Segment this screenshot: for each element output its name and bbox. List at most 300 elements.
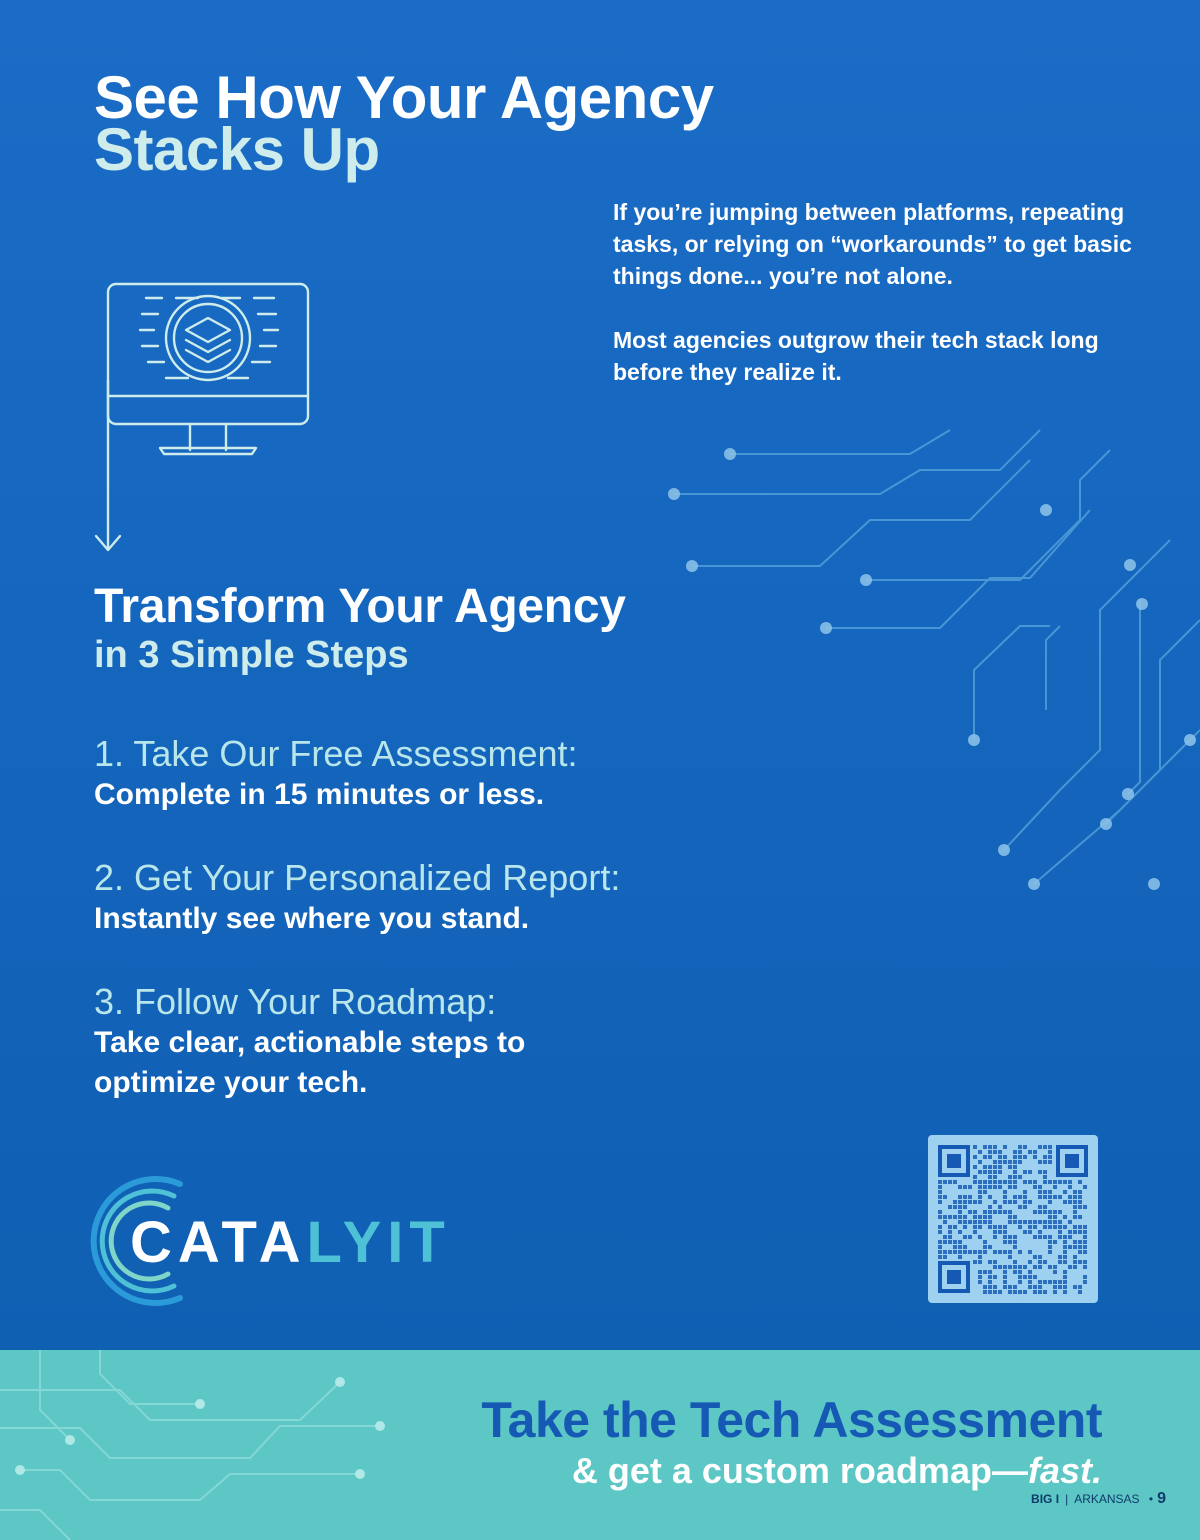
qr-module	[998, 1205, 1002, 1209]
qr-module	[1058, 1255, 1062, 1259]
step-description: Instantly see where you stand.	[94, 902, 530, 935]
step-title: 3. Follow Your Roadmap:	[94, 981, 497, 1022]
qr-module	[1078, 1250, 1082, 1254]
qr-module	[1038, 1260, 1042, 1264]
qr-module	[983, 1180, 987, 1184]
qr-module	[1048, 1225, 1052, 1229]
step-item	[94, 733, 754, 815]
qr-module	[1003, 1210, 1007, 1214]
qr-module	[1063, 1235, 1067, 1239]
qr-module	[1063, 1245, 1067, 1249]
qr-module	[1073, 1230, 1077, 1234]
qr-module	[973, 1215, 977, 1219]
qr-module	[1033, 1265, 1037, 1269]
qr-module	[1013, 1240, 1017, 1244]
qr-module	[1028, 1250, 1032, 1254]
qr-module	[1013, 1260, 1017, 1264]
qr-module	[978, 1280, 982, 1284]
qr-module	[968, 1250, 972, 1254]
qr-module	[1018, 1275, 1022, 1279]
qr-module	[988, 1170, 992, 1174]
qr-module	[993, 1175, 997, 1179]
qr-module	[1003, 1240, 1007, 1244]
qr-module	[1023, 1275, 1027, 1279]
qr-module	[1048, 1155, 1052, 1159]
qr-module	[1023, 1195, 1027, 1199]
qr-module	[1038, 1195, 1042, 1199]
qr-module	[1043, 1175, 1047, 1179]
folio-bullet: •	[1148, 1492, 1154, 1506]
qr-module	[1043, 1180, 1047, 1184]
qr-module	[998, 1170, 1002, 1174]
qr-module	[1063, 1225, 1067, 1229]
qr-module	[1038, 1220, 1042, 1224]
qr-module	[1063, 1260, 1067, 1264]
qr-module	[978, 1220, 982, 1224]
qr-module	[1048, 1240, 1052, 1244]
qr-module	[1063, 1215, 1067, 1219]
qr-module	[1058, 1180, 1062, 1184]
qr-module	[968, 1235, 972, 1239]
qr-module	[1083, 1250, 1087, 1254]
qr-module	[1033, 1255, 1037, 1259]
qr-module	[1038, 1280, 1042, 1284]
qr-module	[993, 1160, 997, 1164]
qr-module	[1053, 1280, 1057, 1284]
qr-module	[1008, 1215, 1012, 1219]
qr-module	[1018, 1145, 1022, 1149]
qr-module	[1013, 1220, 1017, 1224]
qr-module	[988, 1280, 992, 1284]
qr-module	[1028, 1180, 1032, 1184]
qr-module	[963, 1195, 967, 1199]
qr-module	[988, 1215, 992, 1219]
qr-module	[1013, 1195, 1017, 1199]
qr-module	[963, 1215, 967, 1219]
qr-module	[1038, 1170, 1042, 1174]
qr-module	[1078, 1215, 1082, 1219]
qr-module	[1043, 1280, 1047, 1284]
qr-module	[958, 1240, 962, 1244]
qr-module	[1058, 1285, 1062, 1289]
qr-module	[983, 1290, 987, 1294]
qr-module	[958, 1205, 962, 1209]
qr-module	[1028, 1225, 1032, 1229]
qr-module	[1013, 1185, 1017, 1189]
qr-module	[1058, 1280, 1062, 1284]
qr-module	[1008, 1250, 1012, 1254]
qr-module	[1043, 1225, 1047, 1229]
qr-module	[1033, 1285, 1037, 1289]
qr-module	[983, 1165, 987, 1169]
qr-module	[993, 1185, 997, 1189]
qr-module	[1048, 1160, 1052, 1164]
qr-module	[1048, 1265, 1052, 1269]
qr-module	[1078, 1260, 1082, 1264]
qr-module	[983, 1285, 987, 1289]
qr-module	[1043, 1160, 1047, 1164]
publication-name: BIG I	[1031, 1492, 1060, 1506]
qr-module	[1018, 1225, 1022, 1229]
qr-module	[1018, 1160, 1022, 1164]
qr-module	[1023, 1205, 1027, 1209]
qr-module	[1073, 1255, 1077, 1259]
qr-module	[953, 1245, 957, 1249]
qr-module	[988, 1270, 992, 1274]
qr-module	[1033, 1185, 1037, 1189]
qr-module	[1048, 1145, 1052, 1149]
qr-module	[1053, 1195, 1057, 1199]
qr-module	[953, 1250, 957, 1254]
qr-module	[958, 1215, 962, 1219]
qr-module	[973, 1175, 977, 1179]
qr-module	[963, 1235, 967, 1239]
qr-module	[1083, 1225, 1087, 1229]
qr-module	[983, 1215, 987, 1219]
qr-module	[1003, 1270, 1007, 1274]
qr-module	[973, 1260, 977, 1264]
qr-module	[983, 1220, 987, 1224]
qr-module	[1058, 1225, 1062, 1229]
intro-text	[613, 196, 1153, 388]
page-title	[94, 64, 714, 183]
qr-module	[973, 1165, 977, 1169]
qr-module	[1028, 1170, 1032, 1174]
qr-module	[1028, 1150, 1032, 1154]
qr-module	[1048, 1150, 1052, 1154]
qr-module	[1078, 1180, 1082, 1184]
qr-module	[1003, 1265, 1007, 1269]
qr-module	[938, 1225, 942, 1229]
qr-module	[1078, 1200, 1082, 1204]
qr-module	[1053, 1290, 1057, 1294]
qr-module	[988, 1150, 992, 1154]
qr-module	[1063, 1240, 1067, 1244]
qr-module	[1023, 1230, 1027, 1234]
qr-module	[953, 1215, 957, 1219]
qr-module	[943, 1180, 947, 1184]
qr-module	[1038, 1210, 1042, 1214]
qr-module	[1028, 1220, 1032, 1224]
qr-module	[988, 1180, 992, 1184]
qr-module	[983, 1270, 987, 1274]
qr-module	[938, 1250, 942, 1254]
qr-module	[1028, 1200, 1032, 1204]
qr-module	[1078, 1190, 1082, 1194]
qr-module	[1048, 1210, 1052, 1214]
qr-module	[983, 1170, 987, 1174]
qr-module	[1073, 1285, 1077, 1289]
qr-module	[1018, 1195, 1022, 1199]
qr-module	[968, 1185, 972, 1189]
qr-module	[948, 1215, 952, 1219]
qr-module	[1068, 1195, 1072, 1199]
qr-module	[993, 1225, 997, 1229]
qr-module	[1013, 1285, 1017, 1289]
qr-module	[1008, 1165, 1012, 1169]
qr-module	[1033, 1150, 1037, 1154]
qr-module	[1008, 1240, 1012, 1244]
qr-module	[983, 1245, 987, 1249]
qr-module	[1048, 1215, 1052, 1219]
qr-module	[1038, 1230, 1042, 1234]
qr-module	[1078, 1205, 1082, 1209]
qr-module	[963, 1245, 967, 1249]
qr-module	[973, 1220, 977, 1224]
qr-module	[958, 1195, 962, 1199]
qr-module	[1063, 1285, 1067, 1289]
qr-module	[993, 1170, 997, 1174]
qr-module	[1038, 1160, 1042, 1164]
qr-module	[1023, 1200, 1027, 1204]
qr-module	[988, 1175, 992, 1179]
qr-module	[1078, 1225, 1082, 1229]
qr-module	[1073, 1260, 1077, 1264]
qr-module	[1078, 1230, 1082, 1234]
qr-module	[988, 1285, 992, 1289]
qr-code-icon	[928, 1135, 1098, 1303]
qr-module	[1008, 1185, 1012, 1189]
qr-module	[1073, 1215, 1077, 1219]
qr-module	[1043, 1170, 1047, 1174]
step-title: 1. Take Our Free Assessment:	[94, 733, 578, 774]
transform-title: Transform Your Agency	[94, 580, 626, 633]
qr-module	[1043, 1260, 1047, 1264]
qr-module	[1053, 1210, 1057, 1214]
qr-module	[988, 1220, 992, 1224]
qr-module	[958, 1185, 962, 1189]
qr-module	[1043, 1205, 1047, 1209]
qr-module	[1003, 1280, 1007, 1284]
qr-module	[1003, 1285, 1007, 1289]
qr-module	[973, 1225, 977, 1229]
qr-module	[1003, 1225, 1007, 1229]
qr-module	[1028, 1260, 1032, 1264]
qr-module	[948, 1205, 952, 1209]
qr-module	[978, 1160, 982, 1164]
qr-module	[993, 1235, 997, 1239]
qr-module	[998, 1290, 1002, 1294]
qr-module	[943, 1220, 947, 1224]
qr-module	[938, 1245, 942, 1249]
qr-module	[1013, 1160, 1017, 1164]
qr-module	[1038, 1185, 1042, 1189]
qr-module	[973, 1210, 977, 1214]
qr-module	[993, 1145, 997, 1149]
qr-module	[998, 1265, 1002, 1269]
qr-module	[1043, 1195, 1047, 1199]
qr-module	[1018, 1150, 1022, 1154]
qr-module	[1083, 1280, 1087, 1284]
qr-module	[1013, 1245, 1017, 1249]
qr-module	[1013, 1200, 1017, 1204]
qr-module	[1008, 1255, 1012, 1259]
qr-module	[963, 1185, 967, 1189]
qr-module	[1063, 1275, 1067, 1279]
qr-module	[973, 1200, 977, 1204]
qr-module	[1038, 1145, 1042, 1149]
qr-module	[963, 1205, 967, 1209]
qr-module	[1018, 1205, 1022, 1209]
qr-module	[988, 1210, 992, 1214]
qr-module	[1053, 1185, 1057, 1189]
qr-module	[1018, 1270, 1022, 1274]
qr-module	[998, 1165, 1002, 1169]
qr-module	[1013, 1290, 1017, 1294]
qr-module	[1083, 1245, 1087, 1249]
qr-module	[1043, 1210, 1047, 1214]
qr-module	[1073, 1190, 1077, 1194]
qr-module	[1013, 1155, 1017, 1159]
qr-module	[978, 1215, 982, 1219]
qr-module	[938, 1255, 942, 1259]
qr-module	[988, 1245, 992, 1249]
qr-module	[1033, 1290, 1037, 1294]
qr-module	[938, 1240, 942, 1244]
qr-module	[1068, 1230, 1072, 1234]
qr-module	[948, 1225, 952, 1229]
qr-module	[1073, 1245, 1077, 1249]
qr-module	[958, 1245, 962, 1249]
cta-subtitle-main: & get a custom roadmap—	[571, 1450, 1028, 1491]
qr-module	[958, 1200, 962, 1204]
qr-module	[968, 1210, 972, 1214]
qr-module	[983, 1185, 987, 1189]
qr-module	[1083, 1275, 1087, 1279]
qr-module	[1048, 1180, 1052, 1184]
qr-module	[1043, 1145, 1047, 1149]
page-number: 9	[1157, 1490, 1166, 1507]
qr-module	[948, 1240, 952, 1244]
qr-module	[1008, 1235, 1012, 1239]
qr-module	[1008, 1290, 1012, 1294]
qr-module	[978, 1190, 982, 1194]
qr-module	[998, 1210, 1002, 1214]
step-description: Complete in 15 minutes or less.	[94, 778, 545, 811]
qr-module	[988, 1155, 992, 1159]
folio-separator: |	[1065, 1492, 1069, 1506]
qr-module	[948, 1235, 952, 1239]
qr-module	[1013, 1215, 1017, 1219]
qr-module	[1063, 1290, 1067, 1294]
qr-module	[1048, 1280, 1052, 1284]
qr-module	[1038, 1205, 1042, 1209]
qr-module	[1068, 1200, 1072, 1204]
qr-module	[978, 1200, 982, 1204]
qr-module	[968, 1195, 972, 1199]
qr-module	[1063, 1280, 1067, 1284]
qr-module	[1048, 1235, 1052, 1239]
qr-module	[1073, 1200, 1077, 1204]
qr-module	[938, 1180, 942, 1184]
qr-module	[1073, 1195, 1077, 1199]
page-title-line2: Stacks Up	[94, 116, 380, 183]
qr-module	[1033, 1180, 1037, 1184]
qr-module	[1038, 1265, 1042, 1269]
qr-module	[1058, 1235, 1062, 1239]
transform-heading	[94, 582, 626, 678]
qr-module	[1048, 1220, 1052, 1224]
steps-list	[94, 733, 754, 1145]
qr-module	[993, 1210, 997, 1214]
qr-module	[1013, 1235, 1017, 1239]
qr-module	[1073, 1225, 1077, 1229]
qr-module	[1033, 1210, 1037, 1214]
qr-module	[1038, 1235, 1042, 1239]
qr-module	[1003, 1190, 1007, 1194]
qr-module	[978, 1250, 982, 1254]
qr-module	[1073, 1240, 1077, 1244]
qr-module	[938, 1200, 942, 1204]
qr-module	[1028, 1275, 1032, 1279]
qr-module	[958, 1255, 962, 1259]
qr-module	[993, 1180, 997, 1184]
qr-module	[948, 1250, 952, 1254]
qr-module	[1008, 1160, 1012, 1164]
qr-code[interactable]	[928, 1135, 1098, 1303]
qr-module	[978, 1235, 982, 1239]
intro-paragraph-1: If you’re jumping between platforms, repeating tasks, or relying on “workarounds” to get basic things done... you’re not alone.	[613, 199, 1132, 289]
qr-module	[1068, 1265, 1072, 1269]
qr-module	[1078, 1240, 1082, 1244]
qr-module	[988, 1195, 992, 1199]
qr-module	[1018, 1175, 1022, 1179]
qr-module	[1003, 1235, 1007, 1239]
qr-module	[1063, 1200, 1067, 1204]
step-description: Take clear, actionable steps to optimize your tech.	[94, 1026, 526, 1099]
step-item	[94, 981, 754, 1103]
qr-module	[1063, 1190, 1067, 1194]
qr-module	[938, 1230, 942, 1234]
qr-module	[1013, 1165, 1017, 1169]
qr-module	[943, 1235, 947, 1239]
qr-module	[1083, 1235, 1087, 1239]
qr-module	[958, 1250, 962, 1254]
publication-region: ARKANSAS	[1074, 1492, 1140, 1506]
qr-module	[998, 1160, 1002, 1164]
qr-module	[1008, 1175, 1012, 1179]
qr-module	[983, 1190, 987, 1194]
qr-module	[998, 1180, 1002, 1184]
qr-module	[1078, 1245, 1082, 1249]
qr-module	[963, 1225, 967, 1229]
qr-module	[988, 1145, 992, 1149]
qr-module	[1033, 1225, 1037, 1229]
qr-module	[993, 1265, 997, 1269]
qr-module	[1008, 1285, 1012, 1289]
qr-module	[988, 1275, 992, 1279]
qr-module	[998, 1155, 1002, 1159]
qr-module	[1023, 1290, 1027, 1294]
qr-module	[1043, 1220, 1047, 1224]
qr-module	[1003, 1200, 1007, 1204]
qr-module	[1013, 1150, 1017, 1154]
qr-module	[993, 1275, 997, 1279]
qr-module	[1048, 1250, 1052, 1254]
qr-module	[1053, 1220, 1057, 1224]
qr-module	[993, 1250, 997, 1254]
qr-module	[988, 1165, 992, 1169]
qr-module	[1003, 1230, 1007, 1234]
qr-module	[1043, 1235, 1047, 1239]
qr-module	[988, 1225, 992, 1229]
qr-module	[1073, 1265, 1077, 1269]
qr-module	[1013, 1170, 1017, 1174]
qr-module	[1063, 1255, 1067, 1259]
qr-module	[978, 1225, 982, 1229]
qr-module	[1033, 1155, 1037, 1159]
qr-module	[993, 1260, 997, 1264]
